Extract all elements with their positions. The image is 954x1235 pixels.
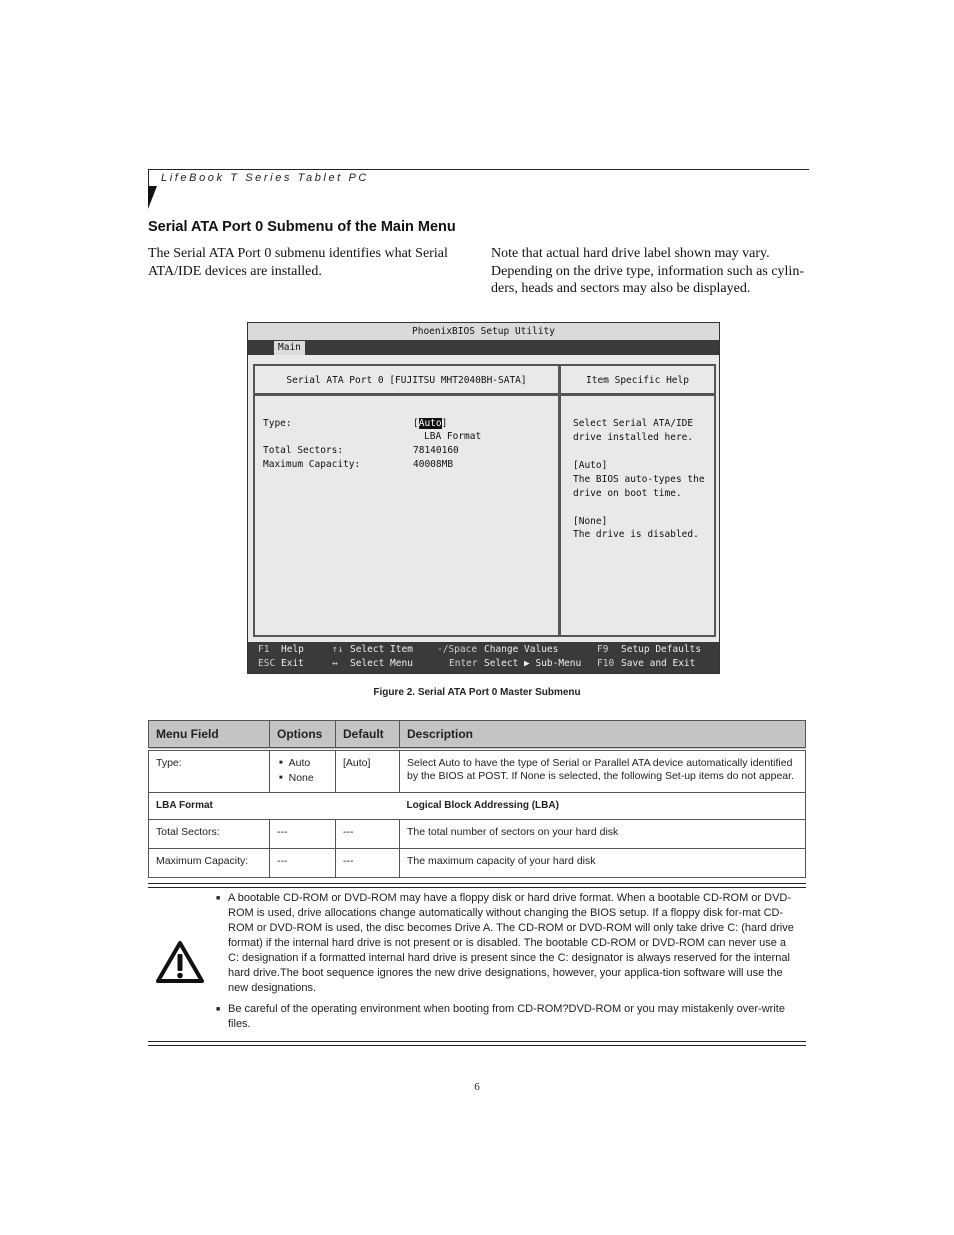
- bios-main-panel: [253, 394, 560, 637]
- cell-options: [270, 749, 336, 793]
- cell-default: [Auto]: [336, 749, 400, 793]
- bios-help-line: Select Serial ATA/IDE: [573, 418, 694, 429]
- intro-right: Note that actual hard drive label shown may vary. Depending on the drive type, information such as cylin-ders, heads and sectors may also be displayed.: [491, 246, 804, 296]
- cell-options: ---: [270, 849, 336, 878]
- page-number: 6: [474, 1081, 480, 1093]
- header-wedge: [148, 186, 157, 209]
- bios-bracket-open: [: [413, 418, 419, 429]
- bios-type-value[interactable]: Auto: [418, 418, 442, 429]
- bios-help-line: The drive is disabled.: [573, 529, 699, 540]
- bios-sectors-value: 78140160: [413, 445, 459, 456]
- bios-bracket-close: ]: [441, 418, 448, 429]
- key-enter-label: Select ▶ Sub-Menu: [484, 658, 582, 669]
- caution-rule-top-2: [148, 887, 806, 888]
- section-title: Serial ATA Port 0 Submenu of the Main Menu: [148, 219, 456, 235]
- key-f9: F9: [597, 644, 609, 655]
- key-f1: F1: [258, 644, 270, 655]
- bios-help-line: [None]: [573, 516, 608, 527]
- caution-rule-bottom-2: [148, 1045, 806, 1046]
- option-item: ■ None: [277, 772, 328, 787]
- bios-panel-title: Serial ATA Port 0 [FUJITSU MHT2040BH-SATA]: [253, 364, 560, 395]
- warning-icon: [155, 940, 205, 984]
- bios-help-line: The BIOS auto-types the: [573, 474, 705, 485]
- bios-menubar: [248, 340, 719, 355]
- bios-tab-main[interactable]: Main: [274, 341, 305, 355]
- col-header-options: Options: [270, 721, 336, 750]
- key-f1-label: Help: [281, 644, 304, 655]
- caution-list: [216, 891, 794, 1038]
- bios-screenshot: [247, 322, 720, 674]
- key-esc-label: Exit: [281, 658, 304, 669]
- bios-help-line: drive installed here.: [573, 432, 694, 443]
- bios-lba-label: LBA Format: [424, 431, 482, 442]
- key-f10: F10: [597, 658, 615, 669]
- cell-description: Logical Block Addressing (LBA): [400, 793, 806, 820]
- table-row: [149, 849, 806, 878]
- key-f10-label: Save and Exit: [621, 658, 696, 669]
- cell-description: The maximum capacity of your hard disk: [400, 849, 806, 878]
- cell-field: LBA Format: [149, 793, 400, 820]
- cell-description: Select Auto to have the type of Serial or Parallel ATA device automatically identified by the BIOS at POST. If None is selected, the following Set-up items do not appear.: [400, 749, 806, 793]
- bios-capacity-label: Maximum Capacity:: [263, 459, 361, 470]
- key-updown: ↑↓: [332, 644, 344, 655]
- bios-type-select[interactable]: [413, 418, 447, 429]
- bios-help-title: Item Specific Help: [559, 364, 716, 395]
- key-leftright: ↔: [332, 658, 338, 669]
- cell-default: ---: [336, 820, 400, 849]
- bios-title: PhoenixBIOS Setup Utility: [248, 323, 719, 341]
- table-row: [149, 749, 806, 793]
- table-row: [149, 820, 806, 849]
- key-esc: ESC: [258, 658, 276, 669]
- cell-field: Maximum Capacity:: [149, 849, 270, 878]
- cell-default: ---: [336, 849, 400, 878]
- key-updown-label: Select Item: [350, 644, 413, 655]
- col-header-menu-field: Menu Field: [149, 721, 270, 750]
- key-change-label: Change Values: [484, 644, 559, 655]
- running-title: LifeBook T Series Tablet PC: [161, 172, 369, 184]
- menu-field-table: [148, 720, 806, 878]
- table-header-row: [149, 721, 806, 750]
- col-header-default: Default: [336, 721, 400, 750]
- bios-sectors-label: Total Sectors:: [263, 445, 344, 456]
- key-enter: Enter: [449, 658, 478, 669]
- key-f9-label: Setup Defaults: [621, 644, 702, 655]
- cell-field: Type:: [149, 749, 270, 793]
- cell-field: Total Sectors:: [149, 820, 270, 849]
- col-header-description: Description: [400, 721, 806, 750]
- header-rule: [148, 169, 809, 170]
- cell-options: ---: [270, 820, 336, 849]
- key-change: -/Space: [437, 644, 478, 655]
- intro-left: The Serial ATA Port 0 submenu identifies what Serial ATA/IDE devices are installed.: [148, 246, 448, 279]
- key-leftright-label: Select Menu: [350, 658, 413, 669]
- cell-description: The total number of sectors on your hard disk: [400, 820, 806, 849]
- figure-caption: Figure 2. Serial ATA Port 0 Master Submenu: [373, 687, 581, 698]
- bios-help-line: drive on boot time.: [573, 488, 682, 499]
- caution-rule-top: [148, 883, 806, 884]
- bios-capacity-value: 40008MB: [413, 459, 454, 470]
- option-item: ■ Auto: [277, 757, 328, 772]
- bios-type-label: Type:: [263, 418, 292, 429]
- caution-rule-bottom: [148, 1041, 806, 1042]
- table-row: [149, 793, 806, 820]
- caution-item: ■ A bootable CD-ROM or DVD-ROM may have a floppy disk or hard drive format. When a bootable CD-ROM or DVD-ROM is used, drive allocations change automatically without changing the BIOS setup. If a floppy disk for-mat CD-ROM or DVD-ROM is used, the disc becomes Drive A. The CD-ROM or DVD-ROM will only take drive C: (hard drive format) if the internal hard drive is not present or is disabled. The bootable CD-ROM or DVD-ROM can never use a C: designation if a formatted internal hard drive is present since the C: designator is always reserved for the internal hard drive.The boot sequence ignores the new drive designations, however, your applica-tion software will use the new designations.: [216, 891, 794, 996]
- caution-item: ■ Be careful of the operating environment when booting from CD-ROM?DVD-ROM or you may mistakenly over-write files.: [216, 1002, 794, 1032]
- bios-footer: [248, 642, 719, 673]
- bios-help-line: [Auto]: [573, 460, 608, 471]
